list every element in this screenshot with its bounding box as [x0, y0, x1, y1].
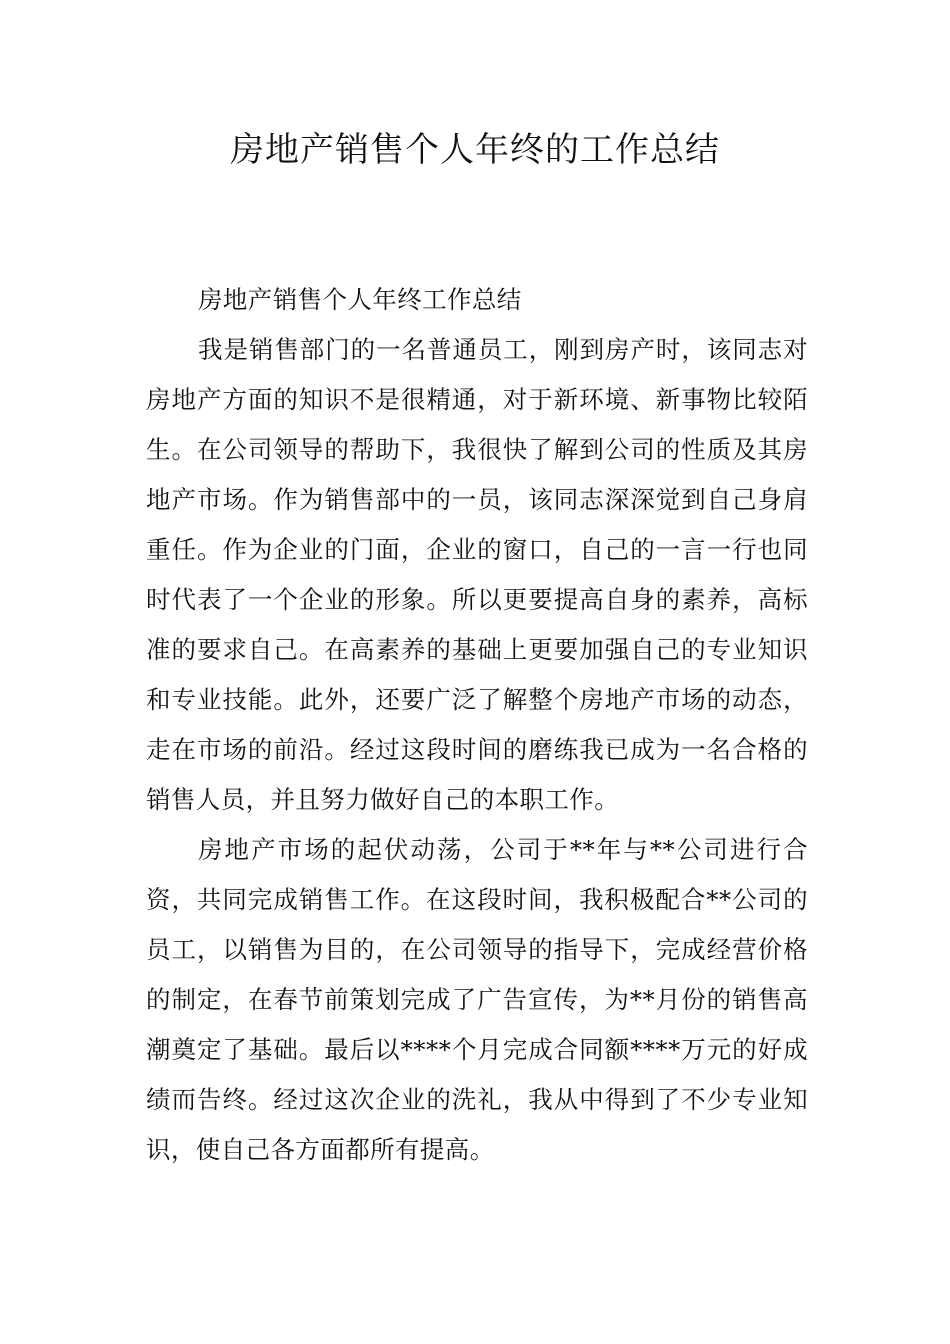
- document-body: [146, 275, 808, 1175]
- paragraph-1: 我是销售部门的一名普通员工，刚到房产时，该同志对房地产方面的知识不是很精通，对于新环境、新事物比较陌生。在公司领导的帮助下，我很快了解到公司的性质及其房地产市场。作为销售部中的一员，该同志深深觉到自己身肩重任。作为企业的门面，企业的窗口，自己的一言一行也同时代表了一个企业的形象。所以更要提高自身的素养，高标准的要求自己。在高素养的基础上更要加强自己的专业知识和专业技能。此外，还要广泛了解整个房地产市场的动态，走在市场的前沿。经过这段时间的磨练我已成为一名合格的销售人员，并且努力做好自己的本职工作。: [146, 335, 808, 814]
- paragraph-subtitle: 房地产销售个人年终工作总结: [198, 285, 522, 314]
- paragraph-2: 房地产市场的起伏动荡，公司于**年与**公司进行合资，共同完成销售工作。在这段时间，我积极配合**公司的员工，以销售为目的，在公司领导的指导下，完成经营价格的制定，在春节前策划完成了广告宣传，为**月份的销售高潮奠定了基础。最后以****个月完成合同额****万元的好成绩而告终。经过这次企业的洗礼，我从中得到了不少专业知识，使自己各方面都所有提高。: [146, 835, 808, 1164]
- document-title: 房地产销售个人年终的工作总结: [230, 130, 720, 170]
